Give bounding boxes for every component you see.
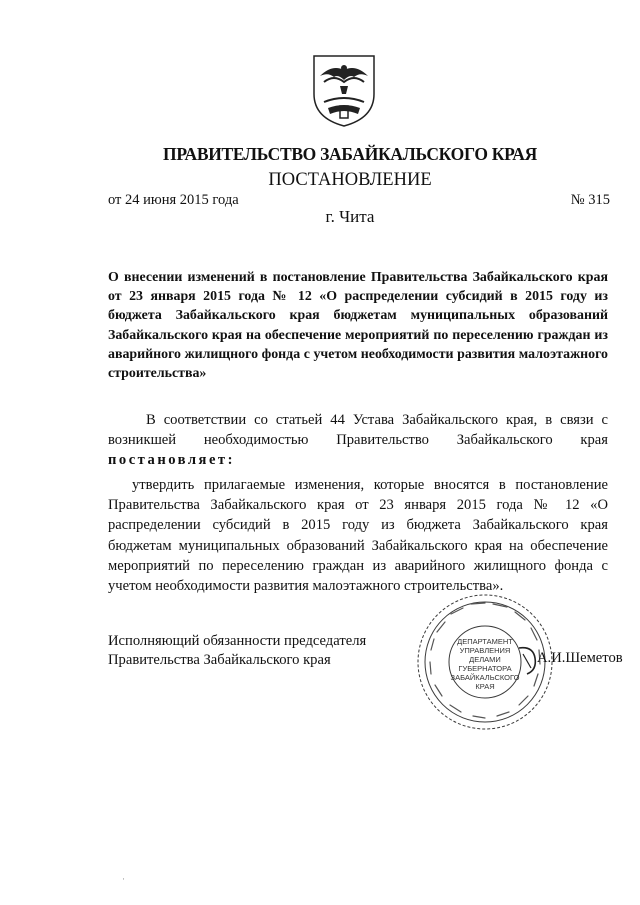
footer-mark: · (122, 874, 125, 884)
seal-text-line3: ДЕЛАМИ (469, 655, 501, 664)
preamble-text: В соответствии со статьей 44 Устава Забайкальского края, в связи с возникшей необходимостью Правительство Забайкальского края (108, 412, 608, 449)
signatory-title (108, 632, 366, 669)
seal-text-line6: КРАЯ (475, 682, 495, 691)
signatory-name: А.И.Шеметов (537, 650, 623, 666)
official-seal-stamp (415, 592, 555, 732)
document-date: от 24 июня 2015 года (108, 192, 239, 208)
signatory-title-line2: Правительства Забайкальского края (108, 651, 331, 668)
document-number: № 315 (570, 192, 610, 208)
seal-text-line4: ГУБЕРНАТОРА (458, 664, 512, 673)
operative-paragraph: утвердить прилагаемые изменения, которые вносятся в постановление Правительства Забайкальского края от 23 января 2015 года № 12 «О распределении субсидий в 2015 году из бюджета Забайкальского края бюджетам муниципальных образований Забайкальского края на обеспечение мероприятий по переселению граждан из аварийного жилищного фонда с учетом необходимости развития малоэтажного строительства». (108, 477, 608, 595)
document-city: г. Чита (325, 207, 375, 226)
document-type: ПОСТАНОВЛЕНИЕ (268, 170, 432, 190)
document-subject: О внесении изменений в постановление Правительства Забайкальского края от 23 января 2015 года № 12 «О распределении субсидий в 2015 году из бюджета Забайкальского края бюджетам муниципальных образований Забайкальского края на обеспечение мероприятий по переселению граждан из аварийного жилищного фонда с учетом необходимости развития малоэтажного строительства» (108, 270, 608, 382)
seal-text-line1: ДЕПАРТАМЕНТ (457, 637, 513, 646)
decree-word: постановляет: (108, 452, 235, 469)
preamble-paragraph (108, 410, 608, 471)
seal-text-line5: ЗАБАЙКАЛЬСКОГО (450, 673, 520, 682)
coat-of-arms-emblem (310, 50, 378, 128)
seal-text-line2: УПРАВЛЕНИЯ (459, 646, 511, 655)
organization-title: ПРАВИТЕЛЬСТВО ЗАБАЙКАЛЬСКОГО КРАЯ (163, 144, 537, 164)
signatory-title-line1: Исполняющий обязанности председателя (108, 633, 367, 649)
